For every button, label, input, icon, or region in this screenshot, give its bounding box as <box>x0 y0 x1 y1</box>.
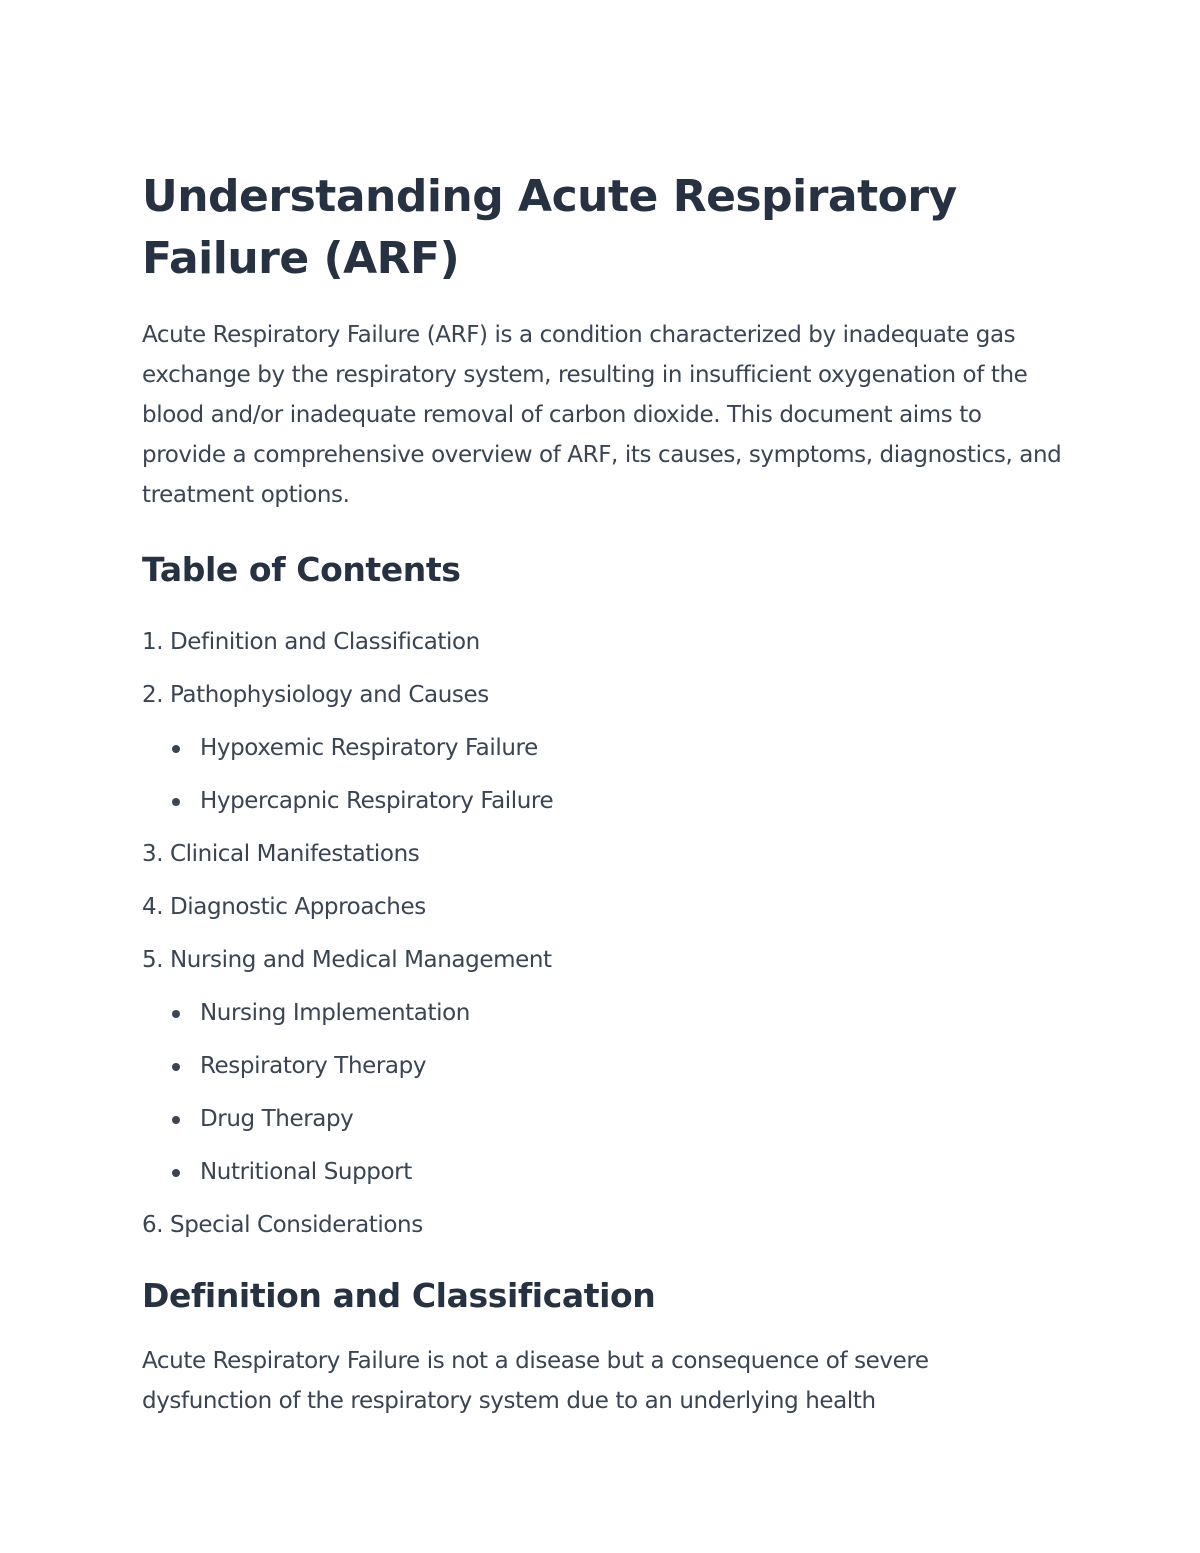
toc-heading: Table of Contents <box>142 550 461 589</box>
toc-label: Definition and Classification <box>170 629 480 655</box>
table-of-contents <box>142 616 1062 1252</box>
toc-item-management <box>142 934 1062 987</box>
toc-sublabel: Hypercapnic Respiratory Failure <box>200 788 554 814</box>
bullet-icon <box>172 798 180 806</box>
definition-heading: Definition and Classification <box>142 1276 656 1315</box>
toc-sublabel: Hypoxemic Respiratory Failure <box>200 735 538 761</box>
toc-label: Pathophysiology and Causes <box>170 682 489 708</box>
toc-sublabel: Nursing Implementation <box>200 1000 470 1026</box>
toc-label: Diagnostic Approaches <box>170 894 426 920</box>
bullet-icon <box>172 745 180 753</box>
toc-label: Nursing and Medical Management <box>170 947 552 973</box>
toc-sublabel: Drug Therapy <box>200 1106 354 1132</box>
toc-number: 6. <box>142 1212 164 1238</box>
toc-item-clinical <box>142 828 1062 881</box>
toc-number: 3. <box>142 841 164 867</box>
toc-item-pathophysiology <box>142 669 1062 722</box>
intro-paragraph: Acute Respiratory Failure (ARF) is a condition characterized by inadequate gas exchange by the respiratory system, resulting in insufficient oxygenation of the blood and/or inadequate removal of carbon dioxide. This document aims to provide a comprehensive overview of ARF, its causes, symptoms, diagnostics, and treatment options. <box>142 322 1062 508</box>
toc-item-diagnostic <box>142 881 1062 934</box>
toc-sublabel: Nutritional Support <box>200 1159 412 1185</box>
toc-item-definition <box>142 616 1062 669</box>
toc-subitem-hypoxemic <box>142 722 1062 775</box>
document-title: Understanding Acute Respiratory Failure (ARF) <box>142 171 957 284</box>
bullet-icon <box>172 1063 180 1071</box>
toc-sublabel: Respiratory Therapy <box>200 1053 427 1079</box>
bullet-icon <box>172 1010 180 1018</box>
bullet-icon <box>172 1169 180 1177</box>
toc-number: 1. <box>142 629 164 655</box>
document-page <box>142 166 1062 1421</box>
toc-number: 5. <box>142 947 164 973</box>
definition-paragraph: Acute Respiratory Failure is not a disease but a consequence of severe dysfunction of the respiratory system due to an underlying health <box>142 1348 929 1414</box>
bullet-icon <box>172 1116 180 1124</box>
toc-label: Special Considerations <box>170 1212 423 1238</box>
toc-subitem-respiratory-therapy <box>142 1040 1062 1093</box>
toc-number: 2. <box>142 682 164 708</box>
toc-number: 4. <box>142 894 164 920</box>
toc-subitem-nutritional <box>142 1146 1062 1199</box>
toc-subitem-hypercapnic <box>142 775 1062 828</box>
toc-label: Clinical Manifestations <box>170 841 420 867</box>
toc-subitem-drug-therapy <box>142 1093 1062 1146</box>
toc-item-special <box>142 1199 1062 1252</box>
toc-subitem-nursing <box>142 987 1062 1040</box>
